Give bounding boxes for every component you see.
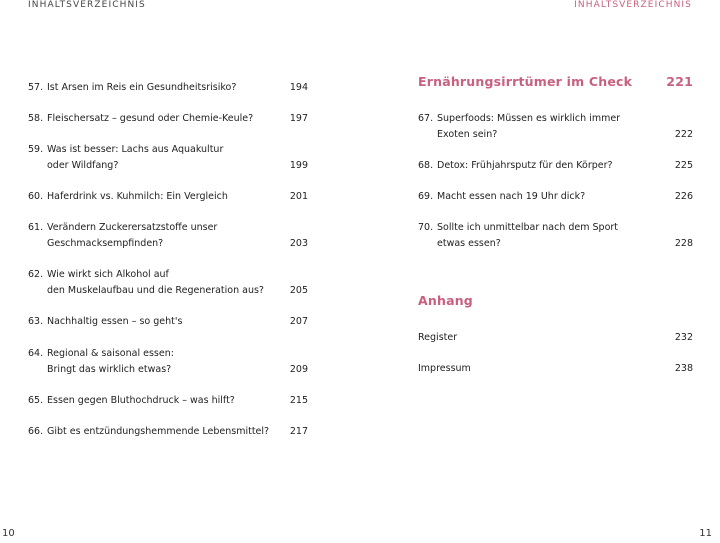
entry-title-line-1: Was ist besser: Lachs aus Aquakultur	[47, 144, 224, 155]
entry-title-line-2: Geschmacksempfinden?	[47, 238, 164, 249]
entry-number: 68.	[418, 160, 434, 171]
entry-title: Nachhaltig essen – so geht's	[47, 316, 183, 327]
entry-number: 60.	[28, 191, 44, 202]
entry-title-line-2: Exoten sein?	[437, 129, 498, 140]
entry-title-line-1: Verändern Zuckerersatzstoffe unser	[47, 222, 218, 233]
folio-left: 10	[2, 528, 15, 539]
entry-number: 67.	[418, 113, 434, 124]
entry-page: 238	[674, 363, 693, 374]
entry-number: 64.	[28, 348, 44, 359]
entry-page: 215	[289, 395, 308, 406]
entry-title: Impressum	[418, 363, 471, 374]
section-page: 221	[666, 74, 693, 89]
toc-entry-68	[418, 158, 693, 174]
toc-entry-60	[28, 189, 308, 205]
entry-page: 217	[289, 426, 308, 437]
entry-title: Haferdrink vs. Kuhmilch: Ein Vergleich	[47, 191, 228, 202]
entry-page: 209	[289, 364, 308, 375]
toc-entry-59	[28, 142, 308, 174]
entry-number: 69.	[418, 191, 434, 202]
toc-entry-66	[28, 424, 308, 440]
toc-entry-63	[28, 314, 308, 330]
entry-number: 65.	[28, 395, 44, 406]
entry-page: 194	[289, 82, 308, 93]
entry-number: 61.	[28, 222, 44, 233]
entry-page: 232	[674, 332, 693, 343]
section-heading-ernaehrungsirrtuemer	[418, 74, 693, 92]
entry-page: 197	[289, 113, 308, 124]
entry-title: Register	[418, 332, 458, 343]
entry-number: 66.	[28, 426, 44, 437]
toc-entry-65	[28, 393, 308, 409]
entry-title: Ist Arsen im Reis ein Gesundheitsrisiko?	[47, 82, 237, 93]
entry-title-line-2: etwas essen?	[437, 238, 501, 249]
entry-number: 70.	[418, 222, 434, 233]
toc-entry-58	[28, 111, 308, 127]
entry-title-line-2: Bringt das wirklich etwas?	[47, 364, 172, 375]
toc-entry-69	[418, 189, 693, 205]
entry-page: 222	[674, 129, 693, 140]
entry-number: 58.	[28, 113, 44, 124]
toc-entry-70	[418, 220, 693, 252]
folio-right: 11	[699, 528, 712, 539]
entry-title-line-1: Regional & saisonal essen:	[47, 348, 174, 359]
toc-entry-67	[418, 111, 693, 143]
entry-number: 59.	[28, 144, 44, 155]
entry-page: 225	[674, 160, 693, 171]
entry-page: 226	[674, 191, 693, 202]
section-heading-anhang	[418, 293, 693, 311]
toc-entry-impressum	[418, 361, 693, 377]
entry-title: Fleischersatz – gesund oder Chemie-Keule?	[47, 113, 254, 124]
entry-number: 62.	[28, 269, 44, 280]
entry-title-line-2: den Muskelaufbau und die Regeneration aus?	[47, 285, 264, 296]
section-title: Anhang	[418, 293, 473, 308]
entry-title-line-1: Wie wirkt sich Alkohol auf	[47, 269, 169, 280]
entry-page: 199	[289, 160, 308, 171]
entry-page: 228	[674, 238, 693, 249]
toc-entry-64	[28, 346, 308, 378]
toc-entry-62	[28, 267, 308, 299]
running-head-right: INHALTSVERZEICHNIS	[574, 0, 692, 10]
entry-title: Essen gegen Bluthochdruck – was hilft?	[47, 395, 235, 406]
section-title: Ernährungsirrtümer im Check	[418, 74, 633, 89]
entry-title-line-2: oder Wildfang?	[47, 160, 119, 171]
entry-title: Macht essen nach 19 Uhr dick?	[437, 191, 586, 202]
entry-number: 63.	[28, 316, 44, 327]
toc-entry-register	[418, 330, 693, 346]
entry-title-line-1: Sollte ich unmittelbar nach dem Sport	[437, 222, 619, 233]
entry-number: 57.	[28, 82, 44, 93]
toc-entry-57	[28, 80, 308, 96]
toc-entry-61	[28, 220, 308, 252]
entry-page: 203	[289, 238, 308, 249]
entry-title: Detox: Frühjahrsputz für den Körper?	[437, 160, 613, 171]
entry-page: 207	[289, 316, 308, 327]
entry-title: Gibt es entzündungshemmende Lebensmittel?	[47, 426, 270, 437]
running-head-left: INHALTSVERZEICHNIS	[28, 0, 146, 10]
entry-title-line-1: Superfoods: Müssen es wirklich immer	[437, 113, 621, 124]
entry-page: 201	[289, 191, 308, 202]
entry-page: 205	[289, 285, 308, 296]
